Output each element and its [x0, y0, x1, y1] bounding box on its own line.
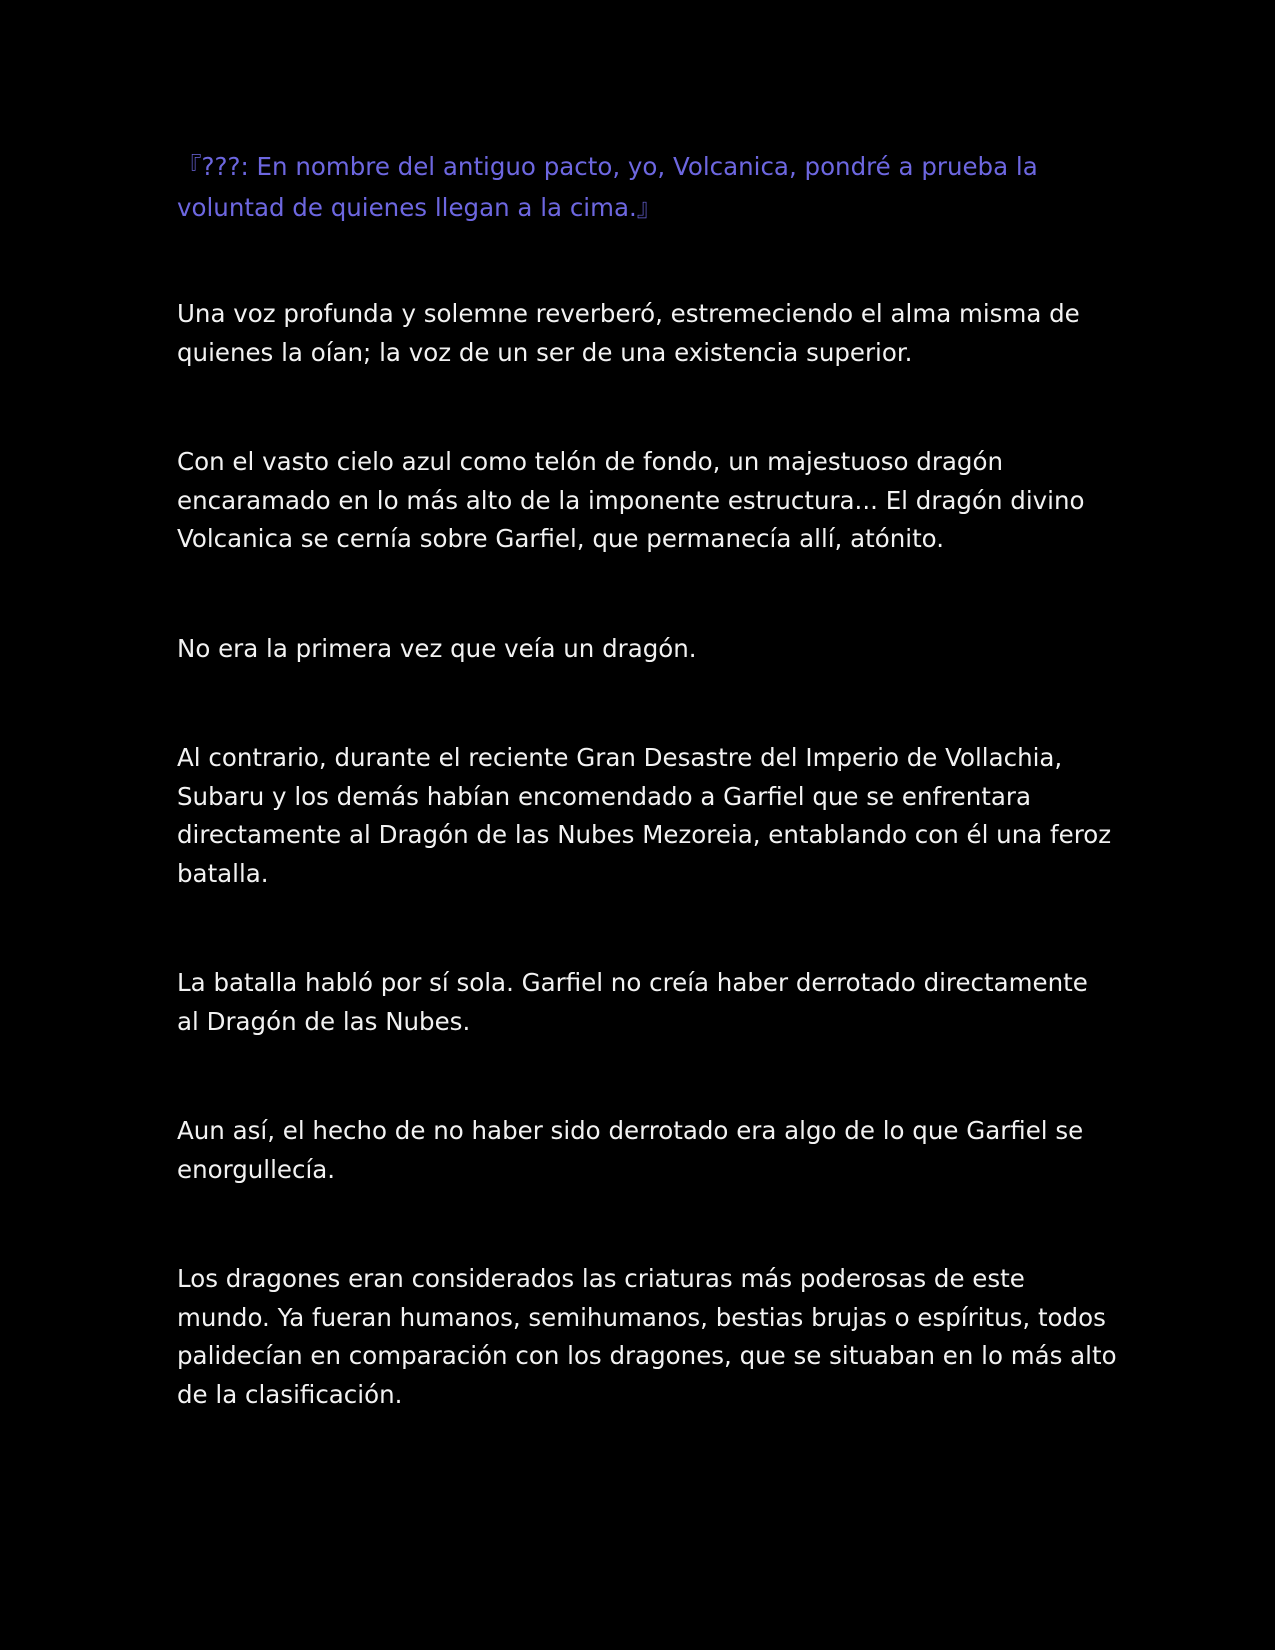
dialogue-paragraph: 『???: En nombre del antiguo pacto, yo, Volcanica, pondré a prueba la voluntad de quienes llegan a la cima.』 [177, 152, 1038, 222]
narration-paragraph: Aun así, el hecho de no haber sido derrotado era algo de lo que Garfiel se enorgullecía. [177, 1116, 1084, 1184]
narration-paragraph: Una voz profunda y solemne reverberó, estremeciendo el alma misma de quienes la oían; la voz de un ser de una existencia superior. [177, 299, 1080, 367]
narration-paragraph: Con el vasto cielo azul como telón de fondo, un majestuoso dragón encaramado en lo más alto de la imponente estructura... El dragón divino Volcanica se cernía sobre Garfiel, que permanecía allí, atónito. [177, 447, 1085, 553]
narration-paragraph: Al contrario, durante el reciente Gran Desastre del Imperio de Vollachia, Subaru y los demás habían encomendado a Garfiel que se enfrentara directamente al Dragón de las Nubes Mezoreia, entablando con él una feroz batalla. [177, 743, 1112, 888]
narration-paragraph: La batalla habló por sí sola. Garfiel no creía haber derrotado directamente al Dragón de las Nubes. [177, 968, 1088, 1036]
narration-paragraph: No era la primera vez que veía un dragón. [177, 633, 697, 663]
document-body [177, 146, 1117, 1414]
narration-paragraph: Los dragones eran considerados las criaturas más poderosas de este mundo. Ya fueran humanos, semihumanos, bestias brujas o espíritus, todos palidecían en comparación con los dragones, que se situaban en lo más alto de la clasificación. [177, 1264, 1117, 1409]
